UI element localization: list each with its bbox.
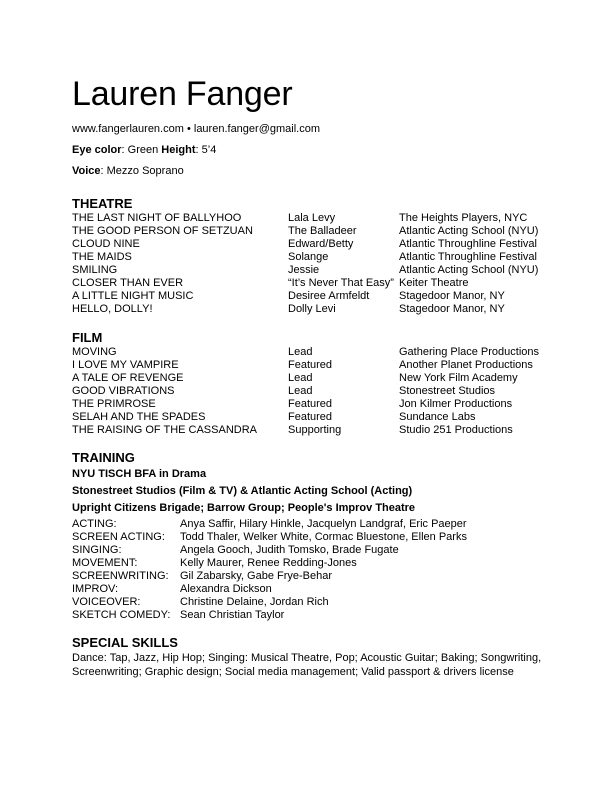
credit-role: The Balladeer bbox=[288, 225, 357, 237]
credit-venue: Atlantic Acting School (NYU) bbox=[399, 225, 539, 237]
credit-role: Lala Levy bbox=[288, 212, 336, 224]
credit-title: THE RAISING OF THE CASSANDRA bbox=[72, 424, 257, 436]
credit-venue: The Heights Players, NYC bbox=[399, 212, 528, 224]
film-row bbox=[72, 372, 552, 385]
credit-title: MOVING bbox=[72, 346, 117, 358]
film-row bbox=[72, 359, 552, 372]
credit-venue: Jon Kilmer Productions bbox=[399, 398, 513, 410]
training-teachers: Gil Zabarsky, Gabe Frye-Behar bbox=[180, 570, 333, 582]
credit-title: GOOD VIBRATIONS bbox=[72, 385, 175, 397]
film-heading: FILM bbox=[72, 330, 103, 345]
training-row bbox=[72, 609, 552, 622]
theatre-row bbox=[72, 264, 552, 277]
skills-text: Dance: Tap, Jazz, Hip Hop; Singing: Musical Theatre, Pop; Acoustic Guitar; Baking; Songwriting, Screenwriting; Graphic design; Social media management; Valid passport & drivers license bbox=[72, 652, 542, 678]
training-row bbox=[72, 544, 552, 557]
credit-venue: Stagedoor Manor, NY bbox=[399, 303, 505, 315]
credit-role: Solange bbox=[288, 251, 329, 263]
voice-label: Voice bbox=[72, 165, 101, 177]
credit-title: SMILING bbox=[72, 264, 118, 276]
website-link[interactable]: www.fangerlauren.com bbox=[72, 123, 184, 135]
theatre-row bbox=[72, 212, 552, 225]
theatre-row bbox=[72, 277, 552, 290]
training-discipline: SINGING: bbox=[72, 544, 122, 556]
credit-role: Edward/Betty bbox=[288, 238, 354, 250]
credit-title: SELAH AND THE SPADES bbox=[72, 411, 206, 423]
credit-role: Supporting bbox=[288, 424, 342, 436]
training-teachers: Anya Saffir, Hilary Hinkle, Jacquelyn Landgraf, Eric Paeper bbox=[180, 518, 467, 530]
theatre-row bbox=[72, 238, 552, 251]
theatre-row bbox=[72, 290, 552, 303]
theatre-list bbox=[72, 212, 552, 316]
training-discipline: SKETCH COMEDY: bbox=[72, 609, 171, 621]
theatre-row bbox=[72, 251, 552, 264]
resume-name: Lauren Fanger bbox=[72, 75, 293, 113]
email-link[interactable]: lauren.fanger@gmail.com bbox=[193, 123, 320, 135]
training-discipline: VOICEOVER: bbox=[72, 596, 141, 608]
contact-line bbox=[72, 123, 552, 136]
theatre-heading: THEATRE bbox=[72, 196, 133, 211]
film-row bbox=[72, 398, 552, 411]
training-school: Upright Citizens Brigade; Barrow Group; People's Improv Theatre bbox=[72, 502, 416, 514]
theatre-row bbox=[72, 225, 552, 238]
training-discipline: SCREEN ACTING: bbox=[72, 531, 165, 543]
training-school: Stonestreet Studios (Film & TV) & Atlantic Acting School (Acting) bbox=[72, 485, 413, 497]
training-row bbox=[72, 518, 552, 531]
credit-title: THE MAIDS bbox=[72, 251, 132, 263]
contact-separator: • bbox=[186, 123, 191, 135]
eye-color-value: : Green bbox=[121, 144, 162, 156]
credit-role: Featured bbox=[288, 398, 333, 410]
training-teachers: Angela Gooch, Judith Tomsko, Brade Fugate bbox=[180, 544, 399, 556]
credit-title: HELLO, DOLLY! bbox=[72, 303, 153, 315]
credit-venue: Another Planet Productions bbox=[399, 359, 533, 371]
training-row bbox=[72, 557, 552, 570]
training-teachers: Todd Thaler, Welker White, Cormac Bluestone, Ellen Parks bbox=[180, 531, 467, 543]
height-label: Height bbox=[161, 144, 196, 156]
film-row bbox=[72, 424, 552, 437]
credit-role: Dolly Levi bbox=[288, 303, 336, 315]
credit-title: THE GOOD PERSON OF SETZUAN bbox=[72, 225, 253, 237]
training-row bbox=[72, 583, 552, 596]
film-row bbox=[72, 411, 552, 424]
voice-value: : Mezzo Soprano bbox=[100, 165, 184, 177]
training-row bbox=[72, 531, 552, 544]
resume-page bbox=[72, 74, 552, 679]
credit-venue: Sundance Labs bbox=[399, 411, 476, 423]
training-row bbox=[72, 570, 552, 583]
credit-role: Featured bbox=[288, 359, 333, 371]
credit-venue: Atlantic Throughline Festival bbox=[399, 238, 537, 250]
training-discipline: SCREENWRITING: bbox=[72, 570, 169, 582]
training-teachers: Alexandra Dickson bbox=[180, 583, 272, 595]
credit-title: CLOUD NINE bbox=[72, 238, 140, 250]
film-list bbox=[72, 346, 552, 437]
credit-venue: Atlantic Acting School (NYU) bbox=[399, 264, 539, 276]
credit-title: THE PRIMROSE bbox=[72, 398, 156, 410]
credit-role: Jessie bbox=[288, 264, 320, 276]
skills-heading: SPECIAL SKILLS bbox=[72, 635, 178, 650]
training-discipline: IMPROV: bbox=[72, 583, 119, 595]
training-teachers: Christine Delaine, Jordan Rich bbox=[180, 596, 329, 608]
training-teachers: Sean Christian Taylor bbox=[180, 609, 285, 621]
theatre-row bbox=[72, 303, 552, 316]
credit-venue: New York Film Academy bbox=[399, 372, 518, 384]
credit-title: I LOVE MY VAMPIRE bbox=[72, 359, 179, 371]
training-school: NYU TISCH BFA in Drama bbox=[72, 468, 207, 480]
credit-title: A LITTLE NIGHT MUSIC bbox=[72, 290, 194, 302]
credit-venue: Keiter Theatre bbox=[399, 277, 469, 289]
credit-title: THE LAST NIGHT OF BALLYHOO bbox=[72, 212, 242, 224]
credit-role: Lead bbox=[288, 372, 313, 384]
physical-info bbox=[72, 144, 552, 157]
training-discipline: ACTING: bbox=[72, 518, 117, 530]
credit-role: Desiree Armfeldt bbox=[288, 290, 370, 302]
film-row bbox=[72, 346, 552, 359]
training-heading: TRAINING bbox=[72, 450, 135, 465]
credit-venue: Studio 251 Productions bbox=[399, 424, 513, 436]
credit-venue: Stagedoor Manor, NY bbox=[399, 290, 505, 302]
film-row bbox=[72, 385, 552, 398]
credit-venue: Gathering Place Productions bbox=[399, 346, 540, 358]
training-row bbox=[72, 596, 552, 609]
credit-title: A TALE OF REVENGE bbox=[72, 372, 184, 384]
credit-role: Lead bbox=[288, 385, 313, 397]
voice-info bbox=[72, 165, 552, 178]
training-teachers: Kelly Maurer, Renee Redding-Jones bbox=[180, 557, 357, 569]
height-value: : 5’4 bbox=[195, 144, 217, 156]
credit-title: CLOSER THAN EVER bbox=[72, 277, 184, 289]
credit-role: Featured bbox=[288, 411, 333, 423]
credit-role: “It’s Never That Easy” bbox=[288, 277, 394, 289]
training-discipline: MOVEMENT: bbox=[72, 557, 138, 569]
credit-venue: Atlantic Throughline Festival bbox=[399, 251, 537, 263]
eye-color-label: Eye color bbox=[72, 144, 122, 156]
credit-venue: Stonestreet Studios bbox=[399, 385, 496, 397]
training-list bbox=[72, 518, 552, 622]
credit-role: Lead bbox=[288, 346, 313, 358]
